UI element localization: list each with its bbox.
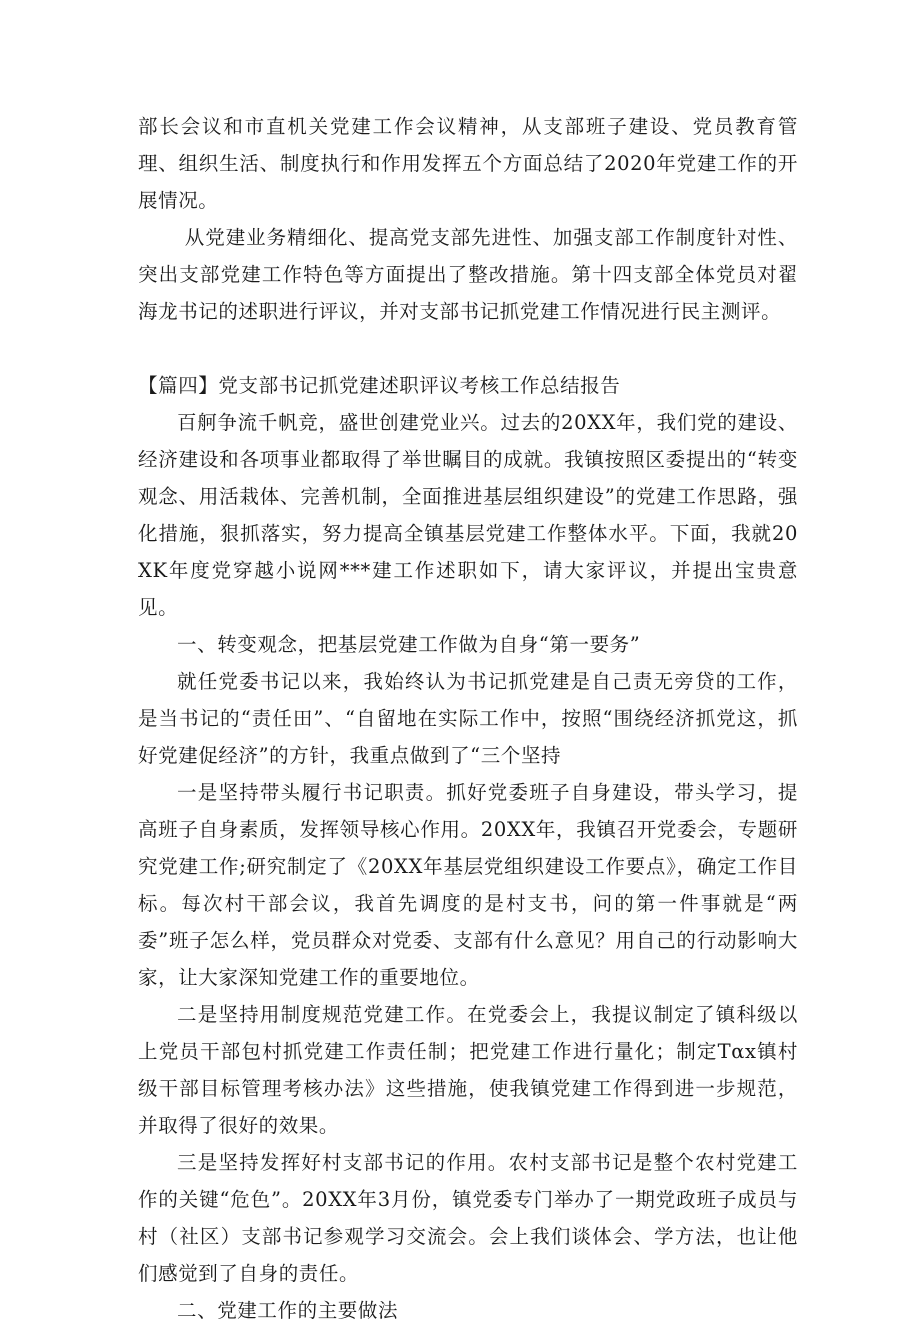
paragraph-gap [138, 330, 798, 367]
body-paragraph-duty: 就任党委书记以来，我始终认为书记抓党建是自己责无旁贷的工作，是当书记的“责任田”、“自留地在实际工作中，按照“围绕经济抓党这，抓好党建促经济”的方针，我重点做到了“三个坚持 [138, 670, 798, 767]
body-paragraph-opening: 百舸争流千帆竞，盛世创建党业兴。过去的20XX年，我们党的建设、经济建设和各项事业都取得了举世瞩目的成就。我镇按照区委提出的“转变观念、用活栽体、完善机制，全面推进基层组织建设”的党建工作思路，强化措施，狠抓落实，努力提高全镇基层党建工作整体水平。下面，我就20XK年度党穿越小说网***建工作述职如下，请大家评议，并提出宝贵意见。 [138, 411, 798, 619]
intro-paragraph-2: 从党建业务精细化、提高党支部先进性、加强支部工作制度针对性、突出支部党建工作特色等方面提出了整改措施。第十四支部全体党员对翟海龙书记的述职进行评议，并对支部书记抓党建工作情况进行民主测评。 [138, 226, 798, 323]
subheading-two: 二、党建工作的主要做法 [177, 1299, 399, 1322]
intro-paragraph-1: 部长会议和市直机关党建工作会议精神，从支部班子建设、党员教育管理、组织生活、制度执行和作用发挥五个方面总结了2020年党建工作的开展情况。 [138, 115, 798, 212]
section-title: 【篇四】党支部书记抓党建述职评议考核工作总结报告 [138, 374, 621, 397]
body-paragraph-point-three: 三是坚持发挥好村支部书记的作用。农村支部书记是整个农村党建工作的关键“危色”。20XX年3月份，镇党委专门举办了一期党政班子成员与村（社区）支部书记参观学习交流会。会上我们谈体会、学方法，也让他们感觉到了自身的责任。 [138, 1151, 798, 1285]
subheading-one: 一、转变观念，把基层党建工作做为自身“第一要务” [177, 633, 641, 656]
body-paragraph-point-one: 一是坚持带头履行书记职责。抓好党委班子自身建设，带头学习，提高班子自身素质，发挥领导核心作用。20XX年，我镇召开党委会，专题研究党建工作;研究制定了《20XX年基层党组织建设工作要点》，确定工作目标。每次村干部会议，我首先调度的是村支书，问的第一件事就是“两委”班子怎么样，党员群众对党委、支部有什么意见？用自己的行动影响大家，让大家深知党建工作的重要地位。 [138, 781, 798, 989]
body-paragraph-point-two: 二是坚持用制度规范党建工作。在党委会上，我提议制定了镇科级以上党员干部包村抓党建工作责任制；把党建工作进行量化；制定Tαx镇村级干部目标管理考核办法》这些措施，使我镇党建工作得到进一步规范，并取得了很好的效果。 [138, 1003, 798, 1137]
document-body [138, 108, 798, 1329]
